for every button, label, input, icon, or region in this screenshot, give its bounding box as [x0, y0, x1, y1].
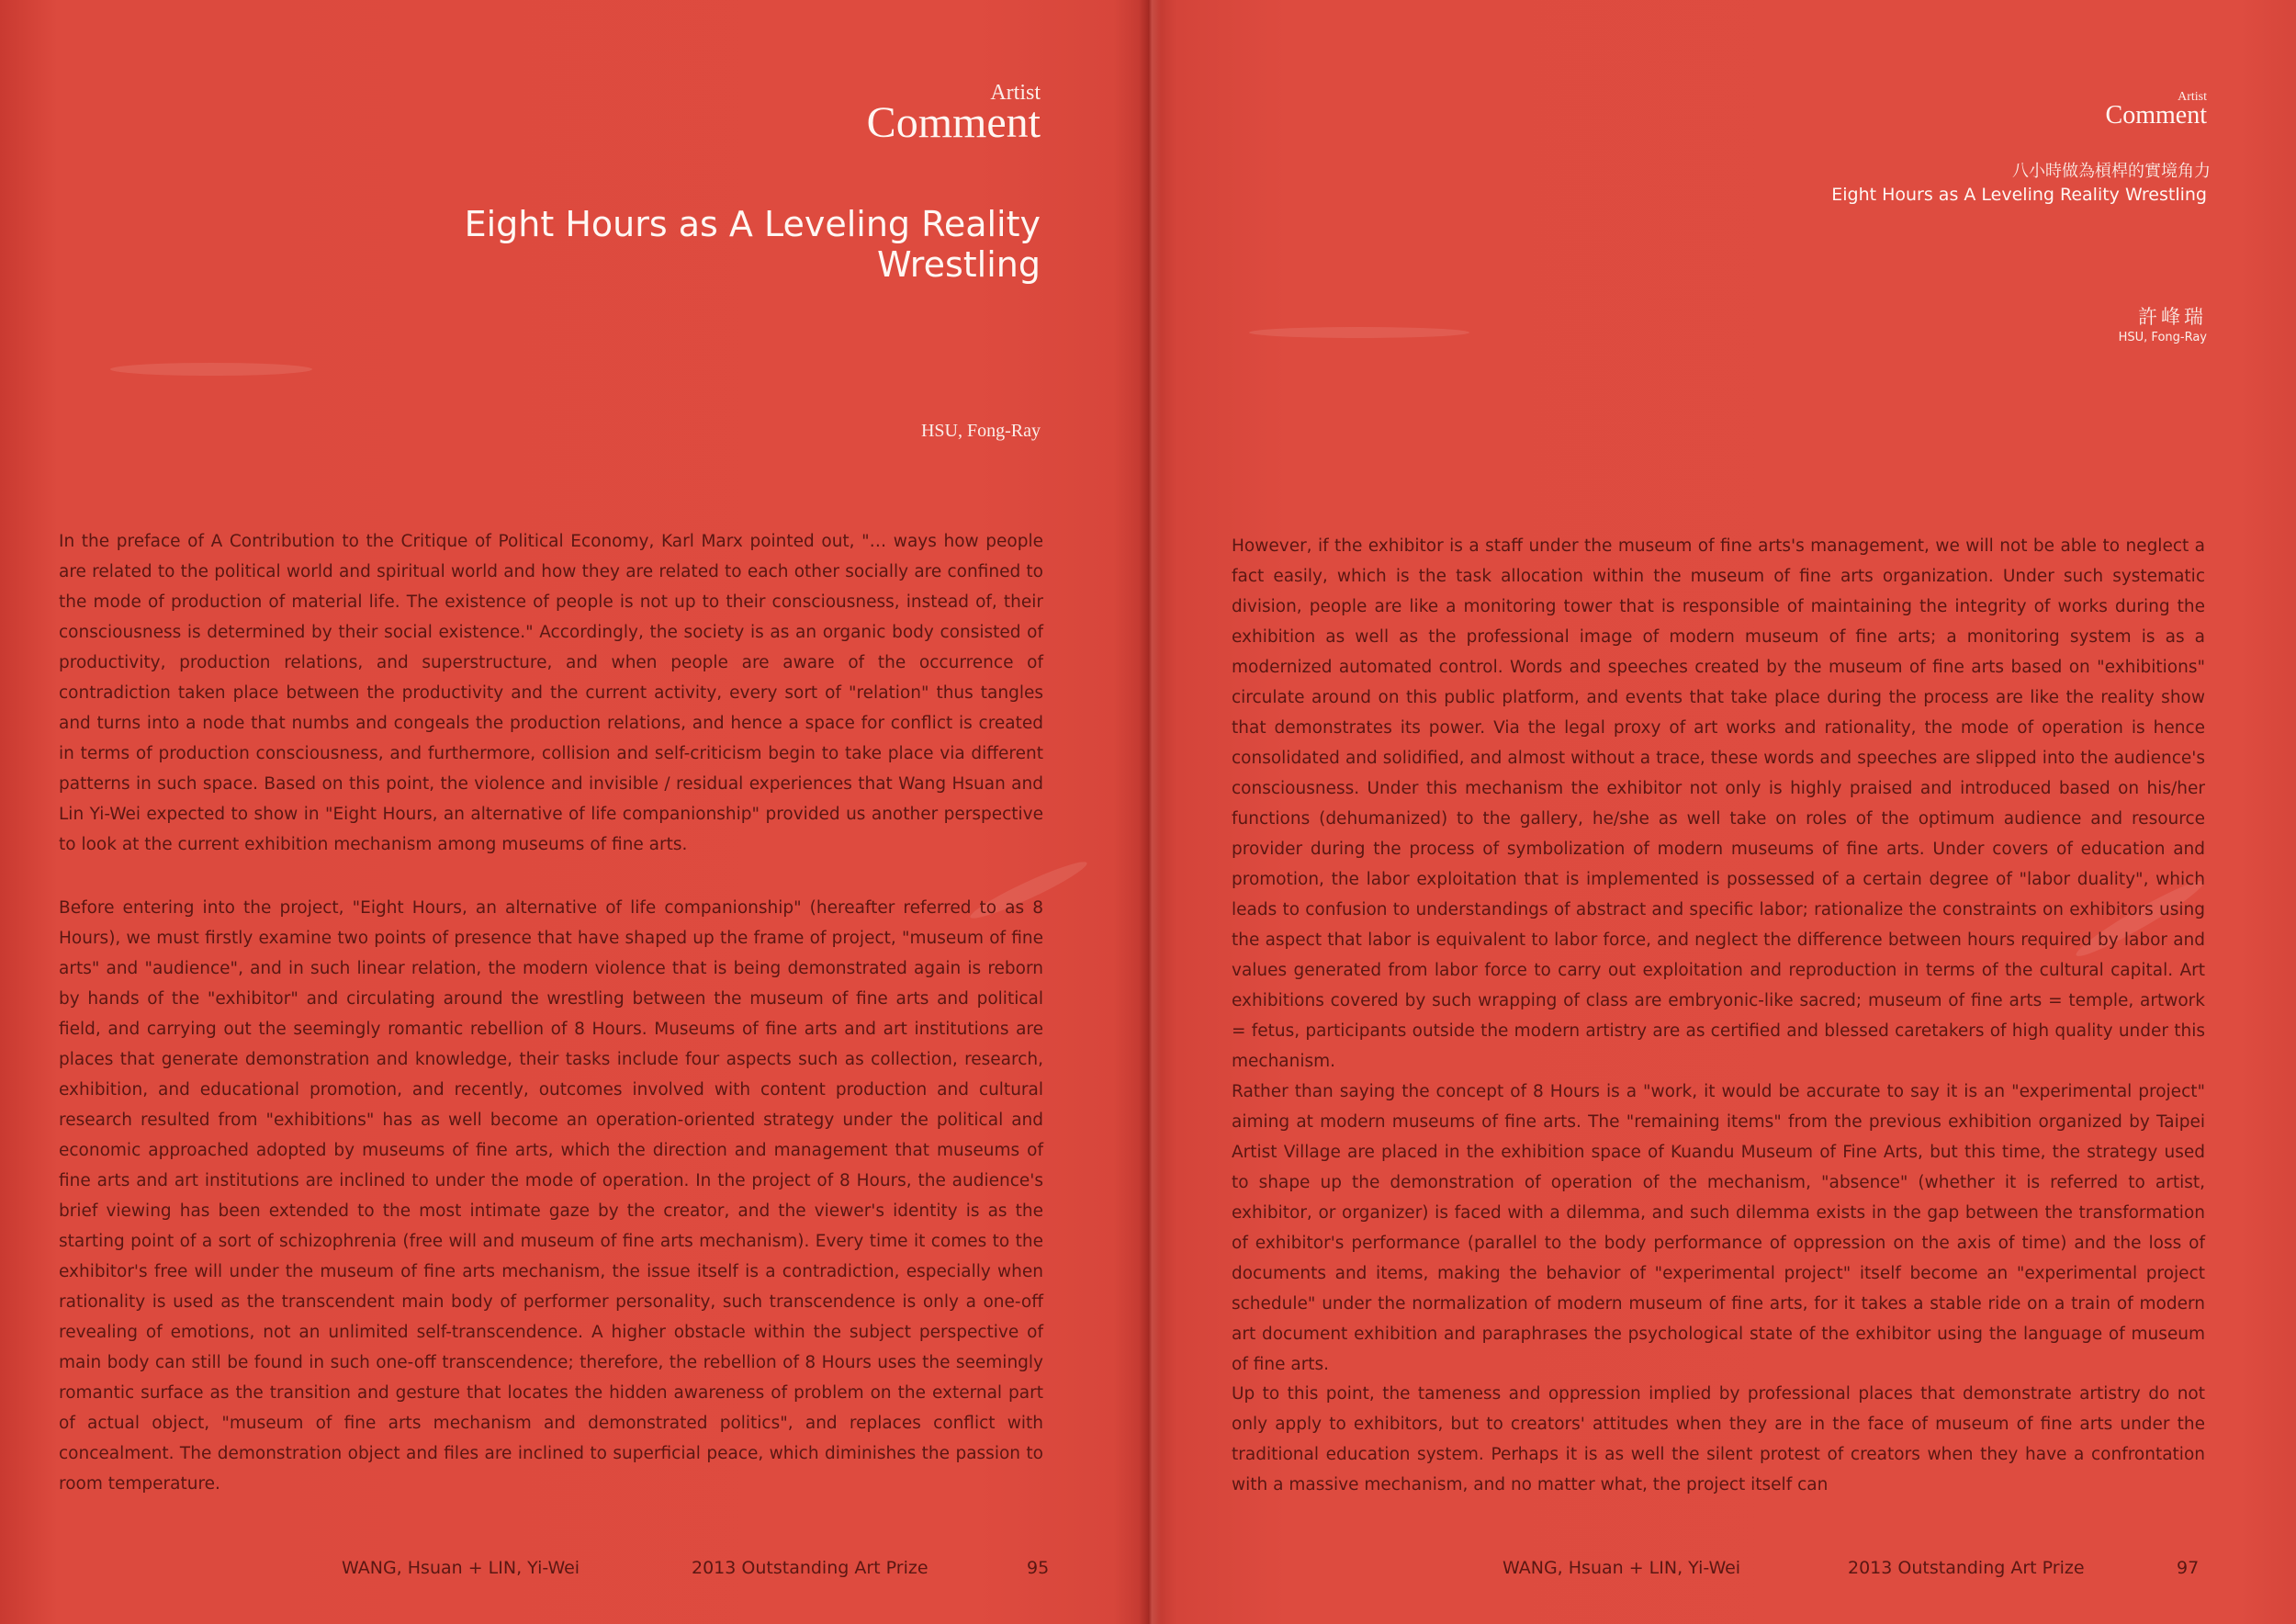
body-paragraph: In the preface of A Contribution to the Critique of Political Economy, Karl Marx pointed out, "… ways how people are related to the political world and spiritual world and how they are related to each other socially are confined to the mode of production of material life. The existence of people is not up to their consciousness, instead of, their consciousness is determined by their social existence." Accordingly, the society is as an organic body consisted of productivity, production relations, and superstructure, and when people are aware of the occurrence of contradiction taken place between the productivity and the current activity, every sort of "relation" thus tangles and turns into a node that numbs and congeals the production relations, and hence a space for conflict is created in terms of production consciousness, and furthermore, collision and self-criticism begin to take place via different patterns in such space. Based on this point, the violence and invisible / residual experiences that Wang Hsuan and Lin Yi-Wei expected to show in "Eight Hours, an alternative of life companionship" provided us another perspective to look at the current exhibition mechanism among museums of fine arts. — [59, 532, 1043, 854]
footer-artists: WANG, Hsuan + LIN, Yi-Wei — [342, 1558, 580, 1578]
article-author: HSU, Fong-Ray — [2118, 331, 2207, 344]
paper-mark — [1249, 327, 1469, 338]
body-paragraph: Rather than saying the concept of 8 Hours is a "work, it would be accurate to say it is an "experimental project" aiming at modern museums of fine arts. The "remaining items" from the previous exhibition organized by Taipei Artist Village are placed in the exhibition space of Kuandu Museum of Fine Arts, but this time, the strategy used to shape up the demonstration of operation of the mechanism, "absence" (whether it is referred to artist, exhibitor, or organizer) is faced with a dilemma, and such dilemma exists in the gap between the transformation of exhibitor's performance (parallel to the body performance of oppression on the axis of time) and the loss of documents and items, making the behavior of "experimental project" itself become an "experimental project schedule" under the normalization of modern museum of fine arts, for it takes a stable ride on a train of modern art document exhibition and paraphrases the psychological state of the exhibitor using the language of museum of fine arts. — [1232, 1082, 2205, 1374]
right-page — [1148, 0, 2296, 1624]
article-title: Eight Hours as A Leveling Reality Wrestling — [464, 204, 1041, 285]
footer-prize: 2013 Outstanding Art Prize — [692, 1558, 929, 1578]
footer-artists: WANG, Hsuan + LIN, Yi-Wei — [1503, 1558, 1741, 1578]
article-title: Eight Hours as A Leveling Reality Wrestling — [1831, 185, 2207, 205]
section-title: Comment — [866, 98, 1041, 147]
section-kicker: Artist — [2178, 90, 2207, 104]
section-title: Comment — [2105, 101, 2207, 130]
article-title-chinese: 八小時做為槓桿的實境角力 — [2012, 162, 2211, 180]
page-number: 97 — [2177, 1558, 2200, 1578]
body-paragraph: Before entering into the project, "Eight Hours, an alternative of life companionship" (hereafter referred to as 8 Hours), we must firstly examine two points of presence that have shaped up the frame of project, "museum of fine arts" and "audience", and in such linear relation, the modern violence that is being demonstrated again is reborn by hands of the "exhibitor" and circulating around the wrestling between the museum of fine arts and political field, and carrying out the seemingly romantic rebellion of 8 Hours. Museums of fine arts and art institutions are places that generate demonstration and knowledge, their tasks include four aspects such as collection, research, exhibition, and educational promotion, and recently, outcomes involved with content production and cultural research resulted from "exhibitions" has as well become an operation-oriented strategy under the political and economic approached adopted by museums of fine arts, which the direction and management that museums of fine arts and art institutions are inclined to under the mode of operation. In the project of 8 Hours, the audience's brief viewing has been extended to the most intimate gaze by the creator, and the viewer's identity is as the starting point of a sort of schizophrenia (free will and museum of fine arts mechanism). Every time it comes to the exhibitor's free will under the museum of fine arts mechanism, the issue itself is a contradiction, especially when rationality is used as the transcendent main body of performer personality, such transcendence is only a one-off revealing of emotions, not an unlimited self-transcendence. A higher obstacle within the subject perspective of main body can still be found in such one-off transcendence; therefore, the rebellion of 8 Hours uses the seemingly romantic surface as the transition and gesture that locates the hidden awareness of problem on the external part of actual object, "museum of fine arts mechanism and demonstrated politics", and replaces conflict with concealment. The demonstration object and files are inclined to superficial peace, which diminishes the passion to room temperature. — [59, 898, 1043, 1494]
book-gutter — [1139, 0, 1161, 1624]
paper-mark — [110, 363, 312, 376]
article-author-chinese: 許峰瑞 — [2138, 306, 2207, 328]
body-paragraph: Up to this point, the tameness and oppression implied by professional places that demonstrate artistry do not only apply to exhibitors, but to creators' attitudes when they are in the face of museum of fine arts under the traditional education system. Perhaps it is as well the silent protest of creators when they have a confrontation with a massive mechanism, and no matter what, the project itself can — [1232, 1384, 2205, 1494]
body-paragraph: However, if the exhibitor is a staff under the museum of fine arts's management, we will not be able to neglect a fact easily, which is the task allocation within the museum of fine arts organization. Under such systematic division, people are like a monitoring tower that is responsible of maintaining the integrity of works during the exhibition as well as the professional image of modern museum of fine arts; a monitoring system is as a modernized automated control. Words and speeches created by the museum of fine arts based on "exhibitions" circulate around on this public platform, and events that take place during the process are like the reality show that demonstrates its power. Via the legal proxy of art works and rationality, the mode of operation is hence consolidated and solidified, and almost without a trace, these words and speeches are slipped into the audience's consciousness. Under this mechanism the exhibitor not only is highly praised and introduced based on his/her functions (dehumanized) to the gallery, he/she as well take on roles of the optimum audience and resource provider during the process of symbolization of modern museums of fine arts. Under covers of education and promotion, the labor exploitation that is implemented is possessed of a certain degree of "labor duality", which leads to confusion to understandings of abstract and specific labor; rationalize the constraints on exhibitors using the aspect that labor is equivalent to labor force, and neglect the difference between hours required by labor and values generated from labor force to carry out exploitation and reproduction in terms of the cultural capital. Art exhibitions covered by such wrapping of class are embryonic-like sacred; museum of fine arts = temple, artwork = fetus, participants outside the modern artistry are as certified and blessed caretakers of high quality under this mechanism. — [1232, 536, 2205, 1071]
footer-prize: 2013 Outstanding Art Prize — [1848, 1558, 2085, 1578]
article-author: HSU, Fong-Ray — [920, 421, 1041, 441]
page-number: 95 — [1027, 1558, 1050, 1578]
section-kicker: Artist — [990, 81, 1041, 105]
